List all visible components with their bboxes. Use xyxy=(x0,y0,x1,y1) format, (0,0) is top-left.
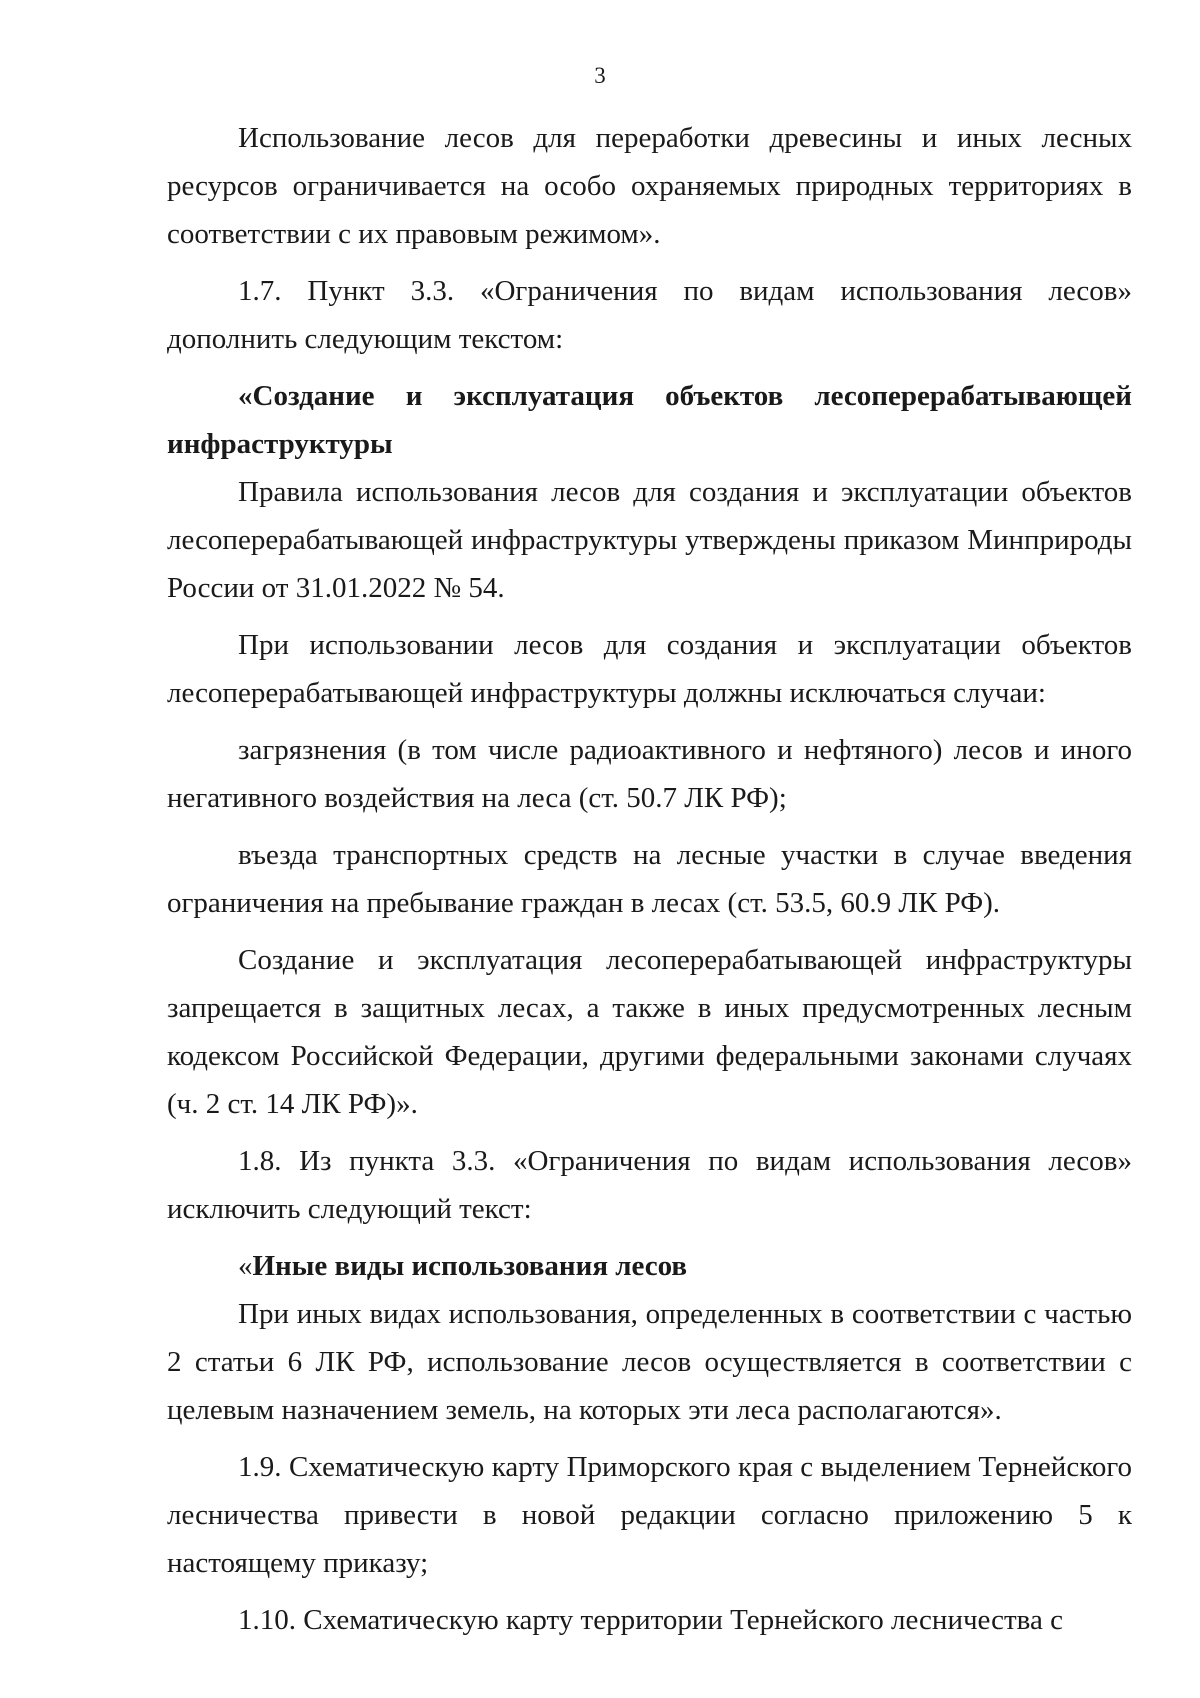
paragraph-pollution: загрязнения (в том числе радиоактивного и нефтяного) лесов и иного негативного воздействия на леса (ст. 50.7 ЛК РФ); xyxy=(167,734,1132,814)
document-body xyxy=(167,114,1132,1644)
section-heading-other-uses-text: Иные виды использования лесов xyxy=(252,1250,688,1282)
opening-quote: « xyxy=(238,1250,253,1282)
section-heading-infrastructure: «Создание и эксплуатация объектов лесоперерабатывающей инфраструктуры xyxy=(167,380,1132,460)
section-heading-other-uses xyxy=(167,1242,1132,1290)
paragraph-1: Использование лесов для переработки древесины и иных лесных ресурсов ограничивается на особо охраняемых природных территориях в соответствии с их правовым режимом». xyxy=(167,122,1132,250)
paragraph-1-7: 1.7. Пункт 3.3. «Ограничения по видам использования лесов» дополнить следующим текстом: xyxy=(167,275,1132,355)
paragraph-vehicles: въезда транспортных средств на лесные участки в случае введения ограничения на пребывание граждан в лесах (ст. 53.5, 60.9 ЛК РФ). xyxy=(167,839,1132,919)
paragraph-other-uses: При иных видах использования, определенных в соответствии с частью 2 статьи 6 ЛК РФ, использование лесов осуществляется в соответствии с целевым назначением земель, на которых эти леса располагаются». xyxy=(167,1298,1132,1426)
paragraph-1-9: 1.9. Схематическую карту Приморского края с выделением Тернейского лесничества привести в новой редакции согласно приложению 5 к настоящему приказу; xyxy=(167,1451,1132,1579)
paragraph-prohibition: Создание и эксплуатация лесоперерабатывающей инфраструктуры запрещается в защитных лесах, а также в иных предусмотренных лесным кодексом Российской Федерации, другими федеральными законами случаях (ч. 2 ст. 14 ЛК РФ)». xyxy=(167,944,1132,1120)
paragraph-rules: Правила использования лесов для создания и эксплуатации объектов лесоперерабатывающей инфраструктуры утверждены приказом Минприроды России от 31.01.2022 № 54. xyxy=(167,476,1132,604)
paragraph-1-10: 1.10. Схематическую карту территории Тернейского лесничества с xyxy=(238,1604,1063,1636)
page-number: 3 xyxy=(594,63,606,88)
paragraph-cases: При использовании лесов для создания и эксплуатации объектов лесоперерабатывающей инфраструктуры должны исключаться случаи: xyxy=(167,629,1132,709)
paragraph-1-8: 1.8. Из пункта 3.3. «Ограничения по видам использования лесов» исключить следующий текст: xyxy=(167,1145,1132,1225)
